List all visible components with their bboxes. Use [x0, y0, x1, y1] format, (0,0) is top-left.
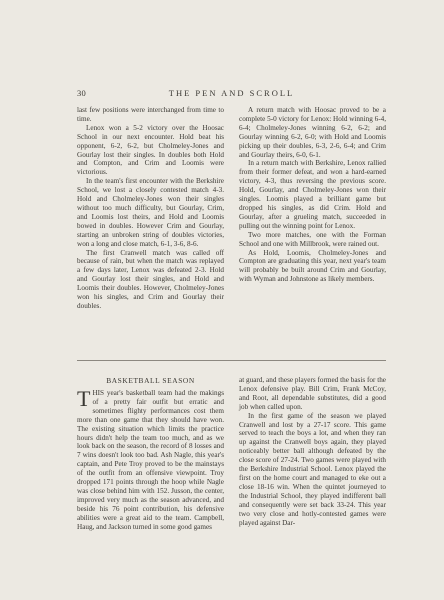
section-title: BASKETBALL SEASON	[106, 376, 195, 385]
paragraph: at guard, and these players formed the basis for the Lenox defensive play. Bill Crim, Frank McCoy, and Root, all dependable substitutes, did a good job when called upon.	[239, 376, 386, 411]
paragraph-text: HIS year's basketball team had the makings of a pretty fair outfit but erratic and sometimes flighty performances cost them more than one game that they should have won. The existing situation which limits the practice hours didn't help the team too much, and as we look back on the season, the record of 8 losses and 7 wins doesn't look too bad. Ash Nagle, this year's captain, and Pete Troy proved to be the mainstays of the outfit from an offensive viewpoint. Troy dropped 171 points through the hoop while Nagle was close behind him with 152. Jusson, the center, improved very much as the season advanced, and beside his 76 point contribution, his defensive abilities were a great aid to the team. Campbell, Haug, and Jackson turned in some good games	[77, 389, 224, 531]
drop-cap: T	[77, 386, 91, 411]
paragraph: last few positions were interchanged from time to time.	[77, 106, 224, 123]
paragraph: In the first game of the season we played Cranwell and lost by a 27-17 score. This game served to teach the boys a lot, and when they ran up against the Cranwell boys again, they played noticeably better ball although defeated by the close score of 27-24. Two games were played with the Berkshire Industrial School. Lenox played the first on the home court and managed to eke out a close 18-16 win. When the quintet journeyed to the Industrial School, they played indifferent ball and consequently were set back 33-24. This year two very close and hotly-contested games were played against Dar-	[239, 411, 386, 527]
section-divider	[77, 360, 386, 361]
tennis-article	[77, 106, 386, 311]
paragraph: Lenox won a 5-2 victory over the Hoosac School in our next encounter. Hold beat his opponent, 6-2, 6-2, but Cholmeley-Jones and Gourlay lost their singles. In doubles both Hold and Compton, and Crim and Loomis were victorious.	[77, 123, 224, 177]
running-title: THE PEN AND SCROLL	[168, 88, 295, 98]
paragraph: In a return match with Berkshire, Lenox rallied from their former defeat, and won a hard-earned victory, 4-3, thus reversing the previous score. Hold, Gourlay, and Cholmeley-Jones won their singles. Loomis played a brilliant game but dropped his singles, as did Crim. Hold and Gourlay, after a grueling match, succeeded in pulling out the winning point for Lenox.	[239, 159, 386, 230]
paragraph: In the team's first encounter with the Berkshire School, we lost a closely contested match 4-3. Hold and Cholmeley-Jones won their singles without too much difficulty, but Gourlay, Crim, and Loomis lost theirs, and Hold and Loomis bowed in doubles. However Crim and Gourlay, starting an unbroken string of doubles victories, won a long and close match, 6-1, 3-6, 8-6.	[77, 177, 224, 248]
page-number: 30	[77, 88, 87, 98]
tennis-right-column	[239, 106, 386, 311]
paragraph: A return match with Hoosac proved to be a complete 5-0 victory for Lenox: Hold winning 6-4, 6-4; Cholmeley-Jones winning 6-2, 6-2; and Gourlay winning 6-2, 6-0; with Hold and Loomis picking up their doubles, 6-3, 2-6, 6-4; and Crim and Gourlay theirs, 6-0, 6-1.	[239, 106, 386, 159]
paragraph: As Hold, Loomis, Cholmeley-Jones and Compton are graduating this year, next year's team will probably be built around Crim and Gourlay, with Wyman and Johnstone as likely members.	[239, 248, 386, 284]
tennis-left-column	[77, 106, 224, 311]
paragraph	[77, 386, 224, 532]
basketball-left-column	[77, 376, 224, 532]
basketball-right-column	[239, 376, 386, 532]
paragraph: Two more matches, one with the Forman School and one with Millbrook, were rained out.	[239, 230, 386, 248]
basketball-article	[77, 376, 386, 532]
paragraph: The first Cranwell match was called off because of rain, but when the match was replayed a few days later, Lenox was defeated 2-3. Hold and Gourlay lost their singles, and Hold and Loomis their doubles. However, Cholmeley-Jones won his singles, and Crim and Gourlay their doubles.	[77, 248, 224, 310]
page-header	[77, 88, 386, 102]
